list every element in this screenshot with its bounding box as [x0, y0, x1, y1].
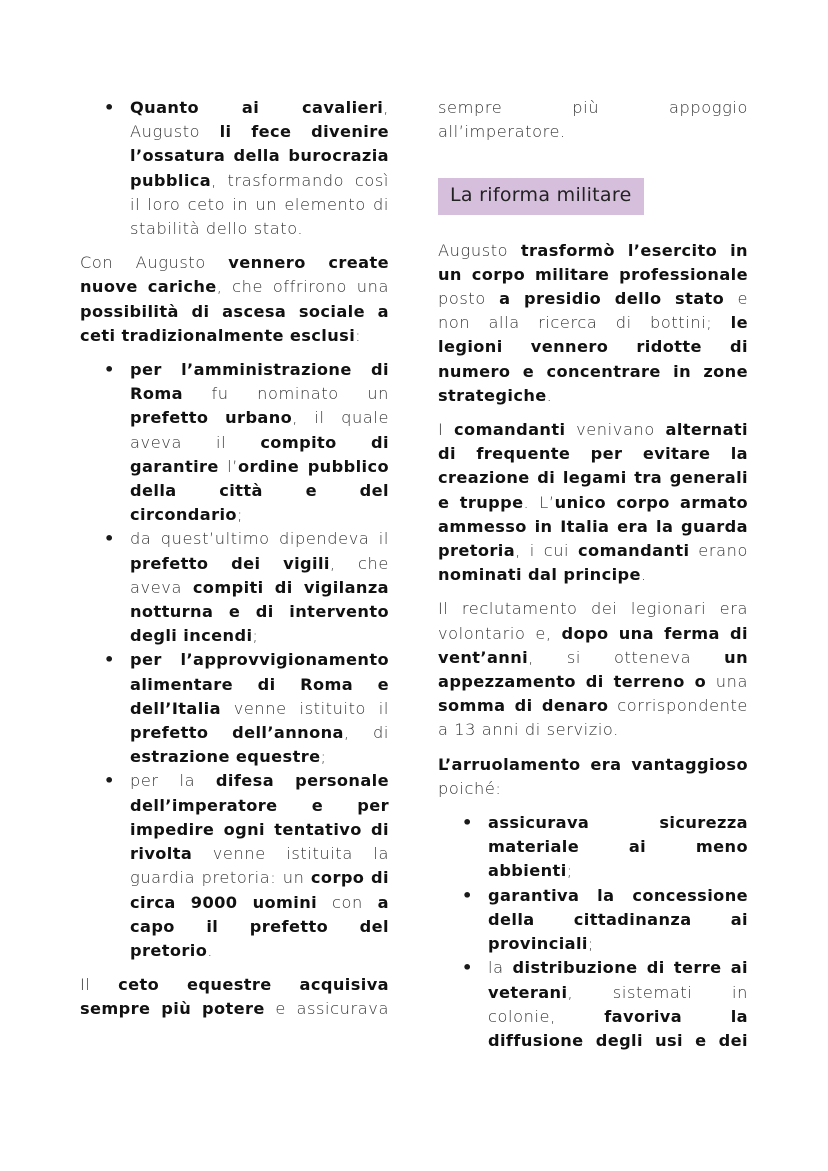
paragraph-reclutamento: Il reclutamento dei legionari era volontario e, dopo una ferma di vent’anni, si otteneva un appezzamento di terreno o una somma di denaro corrispondente a 13 anni di servizio. — [438, 599, 749, 740]
bullet-icon: • — [462, 885, 473, 905]
list-item: • per l’amministrazione di Roma fu nominato un prefetto urbano, il quale aveva il compito di garantire l’ordine pubblico della città e del circondario; — [104, 360, 390, 525]
bullet-icon: • — [104, 771, 115, 791]
paragraph-esercito: Augusto trasformò l’esercito in un corpo militare professionale posto a presidio dello stato e non alla ricerca di bottini; le legioni vennero ridotte di numero e concentrare in zone strategiche. — [438, 240, 749, 405]
list-item: • Quanto ai cavalieri, Augusto li fece divenire l’ossatura della burocrazia pubblica, trasformando così il loro ceto in un elemento di stabilità dello stato. — [104, 98, 389, 239]
bullet-icon: • — [104, 650, 115, 670]
prefetti-list — [80, 358, 389, 963]
bullet-icon: • — [462, 958, 473, 978]
list-item: • garantiva la concessione della cittadinanza ai provinciali; — [462, 885, 748, 954]
list-item: • per la difesa personale dell’imperatore e per impedire ogni tentativo di rivolta venne istituita la guardia pretoria: un corpo di circa 9000 uomini con a capo il prefetto del pretorio. — [104, 771, 389, 960]
list-item: • da quest’ultimo dipendeva il prefetto dei vigili, che aveva compiti di vigilanza notturna e di intervento degli incendi; — [104, 529, 389, 646]
list-item: • assicurava sicurezza materiale ai meno abbienti; — [462, 813, 748, 881]
cavalieri-list — [80, 96, 389, 241]
vantaggi-list — [438, 811, 748, 1053]
paragraph-continued: sempre più appoggio all’imperatore. — [438, 98, 748, 142]
paragraph-ceto-equestre: Il ceto equestre acquisiva sempre più potere e assicurava — [80, 975, 389, 1019]
bullet-icon: • — [104, 529, 115, 549]
bullet-icon: • — [104, 360, 115, 380]
bullet-icon: • — [104, 98, 115, 117]
paragraph-arruolamento: L’arruolamento era vantaggioso poiché: — [438, 754, 748, 798]
list-item: • la distribuzione di terre ai veterani, sistemati in colonie, favoriva la diffusione degli usi e dei — [462, 958, 748, 1050]
right-column — [438, 96, 748, 1063]
paragraph-nuove-cariche: Con Augusto vennero create nuove cariche, che offrirono una possibilità di ascesa sociale a ceti tradizionalmente esclusi: — [80, 253, 390, 345]
left-column — [80, 96, 389, 1032]
section-heading: La riforma militare — [438, 178, 644, 214]
paragraph-comandanti: I comandanti venivano alternati di frequente per evitare la creazione di legami tra generali e truppe. L’unico corpo armato ammesso in Italia era la guarda pretoria, i cui comandanti erano nominati dal principe. — [438, 420, 749, 585]
list-item: • per l’approvvigionamento alimentare di Roma e dell’Italia venne istituito il prefetto dell’annona, di estrazione equestre; — [104, 650, 389, 767]
bullet-icon: • — [462, 813, 473, 833]
